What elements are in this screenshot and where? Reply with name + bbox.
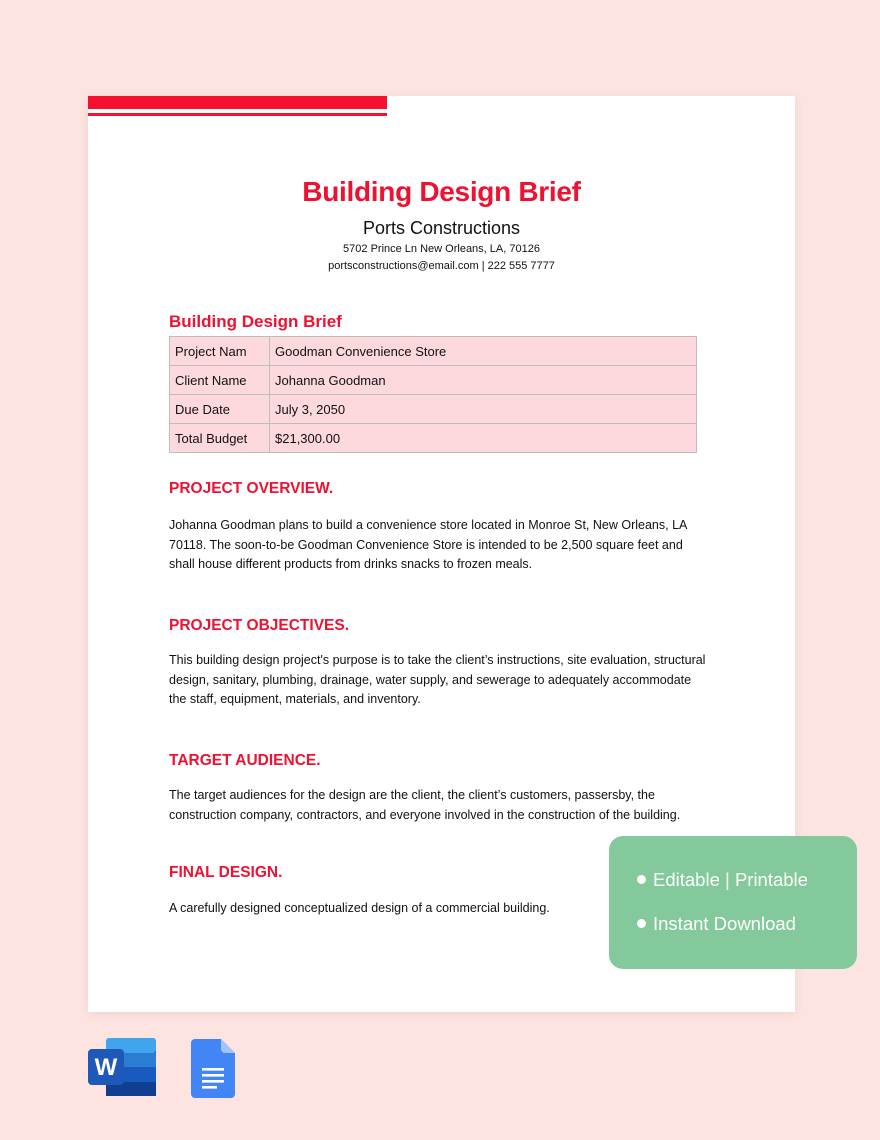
microsoft-word-icon-graphic xyxy=(88,1037,156,1097)
table-title: Building Design Brief xyxy=(169,312,342,331)
badge-item-download xyxy=(637,913,796,935)
project-info-table xyxy=(169,336,697,453)
table-value: July 3, 2050 xyxy=(270,395,697,424)
section-body-overview: Johanna Goodman plans to build a convenience store located in Monroe St, New Orleans, LA 70118. The soon-to-be Goodman Convenience Store is intended to be 2,500 square feet and shall house different products from drinks snacks to frozen meals. xyxy=(169,518,687,571)
table-label: Client Name xyxy=(170,366,270,395)
header-accent-line xyxy=(88,113,387,116)
google-docs-icon[interactable] xyxy=(191,1039,235,1098)
section-body-objectives: This building design project's purpose is to take the client’s instructions, site evaluation, structural design, sanitary, plumbing, drainage, water supply, and sewerage to adequately accommodate the staff, equipment, materials, and inventory. xyxy=(169,653,706,706)
table-label: Total Budget xyxy=(170,424,270,453)
table-label: Due Date xyxy=(170,395,270,424)
svg-text:W: W xyxy=(94,1054,118,1081)
header-accent-bar xyxy=(88,96,387,109)
document-title: Building Design Brief xyxy=(302,176,581,207)
table-value: $21,300.00 xyxy=(270,424,697,453)
bullet-icon xyxy=(637,875,646,884)
bullet-icon xyxy=(637,919,646,928)
table-row xyxy=(170,424,697,453)
section-heading-final-design: FINAL DESIGN. xyxy=(169,864,283,881)
feature-badge xyxy=(609,836,857,969)
section-body-final-design: A carefully designed conceptualized design of a commercial building. xyxy=(169,901,550,915)
badge-item-editable xyxy=(637,869,808,891)
badge-item-label: Instant Download xyxy=(653,913,796,934)
section-heading-objectives: PROJECT OBJECTIVES. xyxy=(169,617,350,634)
table-value: Goodman Convenience Store xyxy=(270,337,697,366)
section-body-audience: The target audiences for the design are the client, the client’s customers, passersby, the construction company, contractors, and everyone involved in the construction of the building. xyxy=(169,788,681,822)
section-heading-overview: PROJECT OVERVIEW. xyxy=(169,480,334,497)
badge-item-label: Editable | Printable xyxy=(653,869,808,890)
company-contact: portsconstructions@email.com | 222 555 7777 xyxy=(328,260,555,272)
microsoft-word-icon[interactable] xyxy=(88,1037,156,1097)
company-name: Ports Constructions xyxy=(362,218,521,238)
table-value: Johanna Goodman xyxy=(270,366,697,395)
table-row xyxy=(170,366,697,395)
table-row xyxy=(170,337,697,366)
google-docs-icon-graphic xyxy=(191,1039,235,1098)
table-label: Project Nam xyxy=(170,337,270,366)
company-address: 5702 Prince Ln New Orleans, LA, 70126 xyxy=(343,243,540,255)
table-row xyxy=(170,395,697,424)
section-heading-audience: TARGET AUDIENCE. xyxy=(169,752,321,769)
